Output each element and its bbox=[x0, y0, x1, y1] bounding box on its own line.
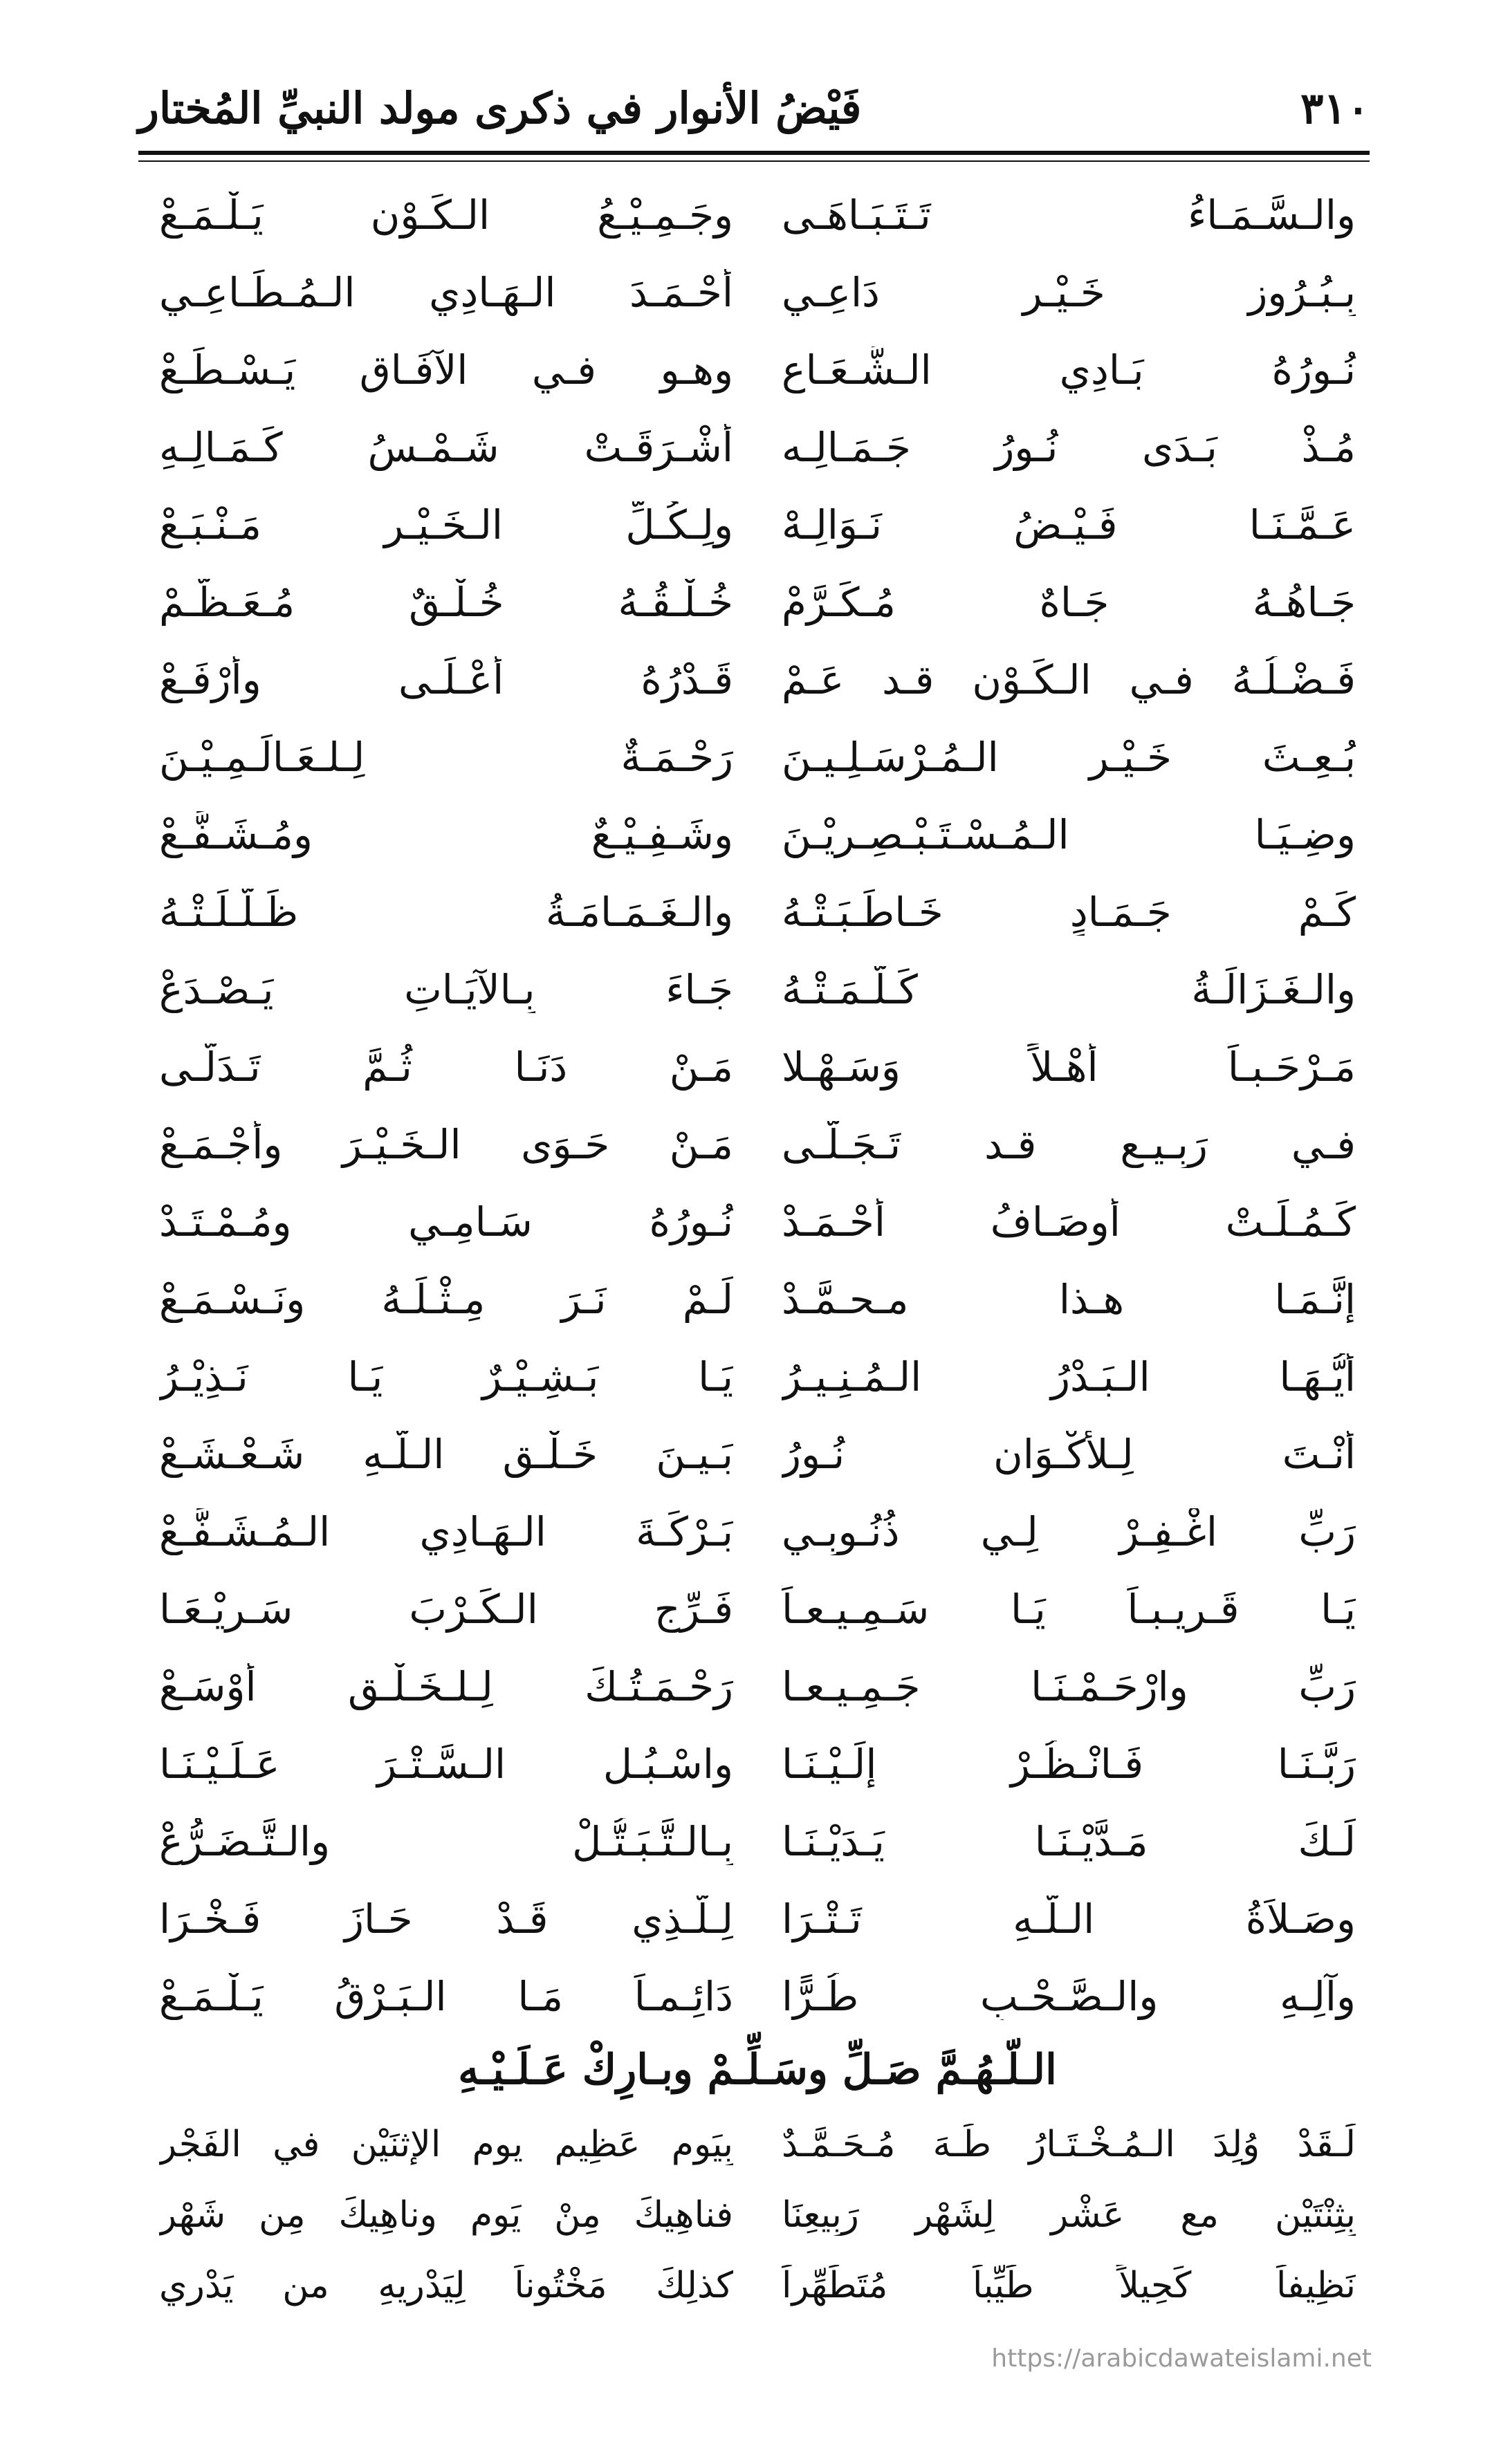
verse bbox=[159, 1803, 1356, 1880]
verse bbox=[159, 1958, 1356, 2035]
verse bbox=[159, 1106, 1356, 1183]
verse-first-hemistich: بِـبُـرُوزِ خَـيْـرِ دَاعِـي bbox=[782, 269, 1356, 316]
verse bbox=[159, 1261, 1356, 1338]
verse-first-hemistich: وصَـلاَةُ الـلّـهِ تَـتْـرَا bbox=[782, 1896, 1356, 1943]
verse-first-hemistich: كَـمُـلَـتْ أَوصَـافُ أَحْـمَـدْ bbox=[782, 1198, 1356, 1245]
verse-first-hemistich: رَبِّ اغْـفِـرْ لِـي ذُنُـوبِـي bbox=[782, 1508, 1356, 1555]
running-head bbox=[138, 76, 1370, 152]
verse bbox=[159, 796, 1356, 873]
verse-second-hemistich: يَـا بَـشِـيْـرٌ يَـا نَـذِيْـرُ bbox=[159, 1353, 733, 1400]
verse-second-hemistich: والـغَـمَـامَـةُ ظَـلَّـلَـتْـهُ bbox=[159, 889, 733, 936]
verse-first-hemistich: نَظِيفاً كَحِيلاً طَيِّباً مُتَطَهِّراً bbox=[782, 2265, 1356, 2306]
verse-first-hemistich: مَـرْحَـبـاً أَهْـلاً وَسَـهْـلا bbox=[782, 1044, 1356, 1091]
verse-second-hemistich: جَـاءَ بِـالآيَـاتِ يَـصْـدَعْ bbox=[159, 966, 733, 1013]
poem bbox=[159, 176, 1356, 2035]
verse bbox=[159, 1416, 1356, 1493]
verse-first-hemistich: لَـقَدْ وُلِدَ الـمُـخْـتَـارُ طَـهَ مُـحَـمَّـدٌ bbox=[782, 2124, 1356, 2165]
verse bbox=[159, 176, 1356, 254]
verse-first-hemistich: رَبِّ وارْحَـمْـنَـا جَـمِـيـعـا bbox=[782, 1663, 1356, 1710]
verse bbox=[159, 1338, 1356, 1416]
verse-first-hemistich: والـغَـزَالَـةُ كَـلَّـمَـتْـهُ bbox=[782, 966, 1356, 1013]
verse-second-hemistich: بِـالـتَّـبَـتُّـلْ والـتَّـضَـرُّعْ bbox=[159, 1818, 733, 1865]
verse-second-hemistich: فَـرِّجِ الـكَـرْبَ سَـرِيْـعَـا bbox=[159, 1586, 733, 1633]
verse-second-hemistich: بَـرْكَـةَ الـهَـادِي الـمُـشَـفَّـعْ bbox=[159, 1508, 733, 1555]
verse-first-hemistich: يَـا قَـرِيـبـاً يَـا سَـمِـيـعـاً bbox=[782, 1586, 1356, 1633]
verse-first-hemistich: مُـذْ بَـدَى نُـورُ جَـمَـالِـه bbox=[782, 424, 1356, 471]
verse-first-hemistich: جَـاهُـهُ جَـاهٌ مُـكَـرَّمْ bbox=[782, 579, 1356, 626]
verse-second-hemistich: نُـورُهُ سَـامِـي ومُـمْـتَـدْ bbox=[159, 1198, 733, 1245]
verse bbox=[159, 719, 1356, 796]
verse bbox=[159, 951, 1356, 1028]
verse-first-hemistich: إِنَّـمَـا هـذا مـحـمَّـدْ bbox=[782, 1276, 1356, 1323]
verse bbox=[159, 641, 1356, 719]
verse bbox=[159, 254, 1356, 331]
verse-first-hemistich: أَنْـتَ لِـلأَكْـوَانِ نُـورُ bbox=[782, 1431, 1356, 1478]
verse-first-hemistich: لَـكَ مَـدَّيْـنَـا يَـدَيْـنَـا bbox=[782, 1818, 1356, 1865]
verse-first-hemistich: فـي رَبِـيـعٍ قـد تَـجَـلَّـى bbox=[782, 1121, 1356, 1168]
verse bbox=[159, 409, 1356, 486]
verse-second-hemistich: كذلِكَ مَخْتُوناً لِيَدْرِيهِ من يَدْرِي bbox=[159, 2265, 733, 2306]
verse-first-hemistich: فَـضْـلُـهُ فـي الـكَـوْنِ قـد عَـمْ bbox=[782, 656, 1356, 703]
verse-second-hemistich: خُـلْـقُـهُ خُـلْـقٌ مُـعَـظَّـمْ bbox=[159, 579, 733, 626]
verse-first-hemistich: بُـعِـثَ خَـيْـرِ الـمُـرْسَـلِـيـنَ bbox=[782, 734, 1356, 781]
verse-second-hemistich: واسْـبُـلِ الـسَّـتْـرَ عَـلَـيْـنَـا bbox=[159, 1741, 733, 1788]
verse-second-hemistich: لَـمْ نَـرَ مِـثْـلَـهُ ونَـسْـمَـعْ bbox=[159, 1276, 733, 1323]
verse-first-hemistich: كَـمْ جَـمَـادٍ خَـاطَـبَـتْـهُ bbox=[782, 889, 1356, 936]
verse bbox=[159, 331, 1356, 409]
verse bbox=[159, 2250, 1356, 2321]
verse bbox=[159, 2109, 1356, 2180]
verse-first-hemistich: بِثِنْتَيْنِ مع عَشْرٍ لِشَهْرِ رَبِيعِنَا bbox=[782, 2194, 1356, 2236]
header-rule-thin bbox=[138, 160, 1370, 162]
verse-second-hemistich: قَـدْرُهُ أَعْـلَـى وأرْفَـعْ bbox=[159, 656, 733, 703]
salawat-line: الـلّـهُـمَّ صَـلِّ وسَـلِّـمْ وبـارِكْ عَـلَـيْـهِ bbox=[458, 2046, 1057, 2094]
verse-second-hemistich: رَحْـمَـةٌ لِـلـعَـالَـمِـيْـنَ bbox=[159, 734, 733, 781]
verse bbox=[159, 2180, 1356, 2250]
verse bbox=[159, 1725, 1356, 1803]
verse-first-hemistich: وآلِـهِ والـصَّـحْـبِ طُـرًّا bbox=[782, 1973, 1356, 2020]
verse-first-hemistich: رَبَّـنَـا فَـانْـظُـرْ إِلَـيْـنَـا bbox=[782, 1741, 1356, 1788]
verse bbox=[159, 1571, 1356, 1648]
verse-second-hemistich: بَـيـنَ خَـلْـقِ الـلّـهِ شَـعْـشَـعْ bbox=[159, 1431, 733, 1478]
verse bbox=[159, 564, 1356, 641]
verse-second-hemistich: مَـنْ حَـوَى الـخَـيْـرَ وأَجْـمَـعْ bbox=[159, 1121, 733, 1168]
verse-first-hemistich: أَيُّـهَـا الـبَـدْرُ الـمُـنِـيـرُ bbox=[782, 1353, 1356, 1400]
page-number: ٣١٠ bbox=[1300, 83, 1370, 133]
verse-second-hemistich: وشَـفِـيْـعٌ ومُـشَـفَّـعْ bbox=[159, 811, 733, 858]
closing-poem bbox=[159, 2109, 1356, 2321]
book-title: فَيْضُ الأنوار في ذكرى مولد النبيِّ المُختار bbox=[138, 83, 862, 133]
verse-second-hemistich: مَـنْ دَنَـا ثُـمَّ تَـدَلَّـى bbox=[159, 1044, 733, 1091]
source-watermark: https://arabicdawateislami.net bbox=[991, 2344, 1372, 2373]
verse-first-hemistich: نُـورُهُ بَـادِي الـشُّـعَـاعِ bbox=[782, 346, 1356, 393]
verse bbox=[159, 1183, 1356, 1261]
verse-second-hemistich: وجَـمِـيْـعُ الـكَـوْنِ يَـلْـمَـعْ bbox=[159, 192, 733, 239]
verse bbox=[159, 1493, 1356, 1571]
verse bbox=[159, 1648, 1356, 1725]
verse bbox=[159, 1028, 1356, 1106]
verse-second-hemistich: دَائِـمـاً مَـا الـبَـرْقُ يَـلْـمَـعْ bbox=[159, 1973, 733, 2020]
verse-second-hemistich: رَحْـمَـتُـكَ لِـلـخَـلْـقِ أَوْسَـعْ bbox=[159, 1663, 733, 1710]
verse-second-hemistich: أَحْـمَـدَ الـهَـادِي الـمُـطَـاعِـي bbox=[159, 269, 733, 316]
verse bbox=[159, 873, 1356, 951]
verse bbox=[159, 486, 1356, 564]
verse-second-hemistich: أَشْـرَقَـتْ شَـمْـسُ كَـمَـالِـهِ bbox=[159, 424, 733, 471]
verse-second-hemistich: لِـلَّـذِي قَـدْ حَـازَ فَـخْـرَا bbox=[159, 1896, 733, 1943]
verse-second-hemistich: بِيَوم عَظِيم يومِ الإثنَيْنِ في الفَجْرِ bbox=[159, 2124, 733, 2165]
verse-first-hemistich: والـسَّـمَـاءُ تَـتَـبَـاهَـى bbox=[782, 192, 1356, 239]
verse-first-hemistich: عَـمَّـنَـا فَـيْـضُ نَـوَالِـهْ bbox=[782, 501, 1356, 548]
header-rule-thick bbox=[138, 151, 1370, 155]
verse-second-hemistich: فناهِيكَ مِنْ يَومٍ وناهِيكَ مِن شَهْرِ bbox=[159, 2194, 733, 2236]
verse-second-hemistich: وهـو فـي الآفَـاقِ يَـسْـطَـعْ bbox=[159, 346, 733, 393]
verse bbox=[159, 1880, 1356, 1958]
verse-second-hemistich: ولِـكُـلِّ الـخَـيْـرِ مَـنْـبَـعْ bbox=[159, 501, 733, 548]
verse-first-hemistich: وضِـيَـا الـمُـسْـتَـبْـصِـرِيْـنَ bbox=[782, 811, 1356, 858]
